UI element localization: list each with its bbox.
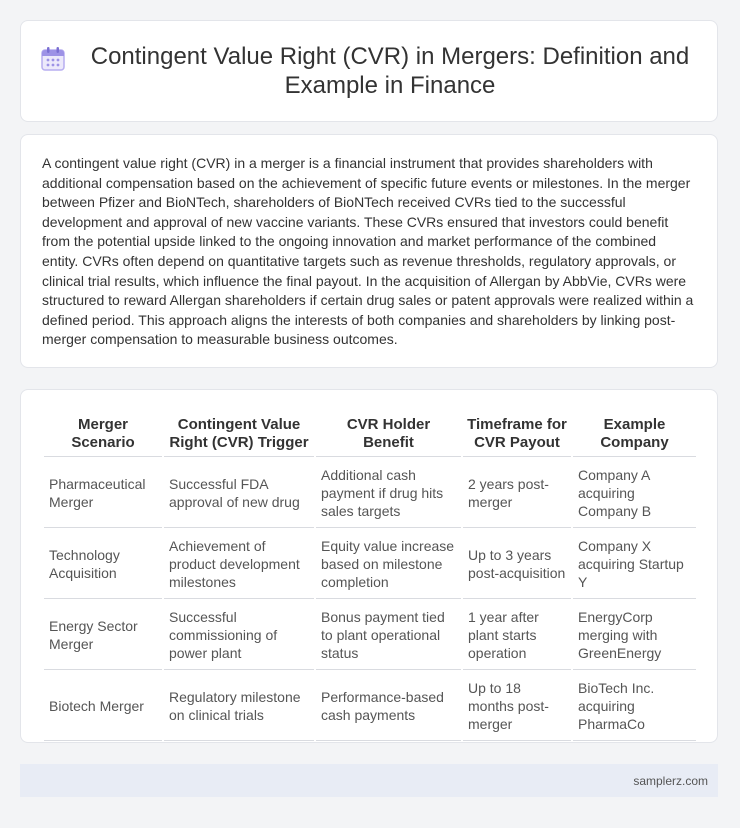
- column-header-example: Example Company: [573, 412, 696, 457]
- table-cell: Additional cash payment if drug hits sales targets: [316, 459, 461, 528]
- table-cell: Bonus payment tied to plant operational status: [316, 601, 461, 670]
- intro-card: [20, 134, 718, 368]
- table-cell: Up to 3 years post-acquisition: [463, 530, 571, 599]
- table-cell: Technology Acquisition: [44, 530, 162, 599]
- title-wrap: [39, 42, 699, 100]
- table-cell: Achievement of product development milestones: [164, 530, 314, 599]
- table-row: [44, 672, 696, 741]
- table-cell: Pharmaceutical Merger: [44, 459, 162, 528]
- table-cell: Up to 18 months post-merger: [463, 672, 571, 741]
- footer: [20, 764, 718, 797]
- table-cell: Performance-based cash payments: [316, 672, 461, 741]
- column-header-timeframe: Timeframe for CVR Payout: [463, 412, 571, 457]
- intro-paragraph: A contingent value right (CVR) in a merger is a financial instrument that provides shareholders with additional compensation based on the achievement of specific future events or milestones. In the merger between Pfizer and BioNTech, shareholders of BioNTech received CVRs tied to the successful development and approval of new vaccine variants. These CVRs ensured that investors could benefit from the potential upside linked to the ongoing innovation and market performance of the combined entity. CVRs often depend on quantitative targets such as revenue thresholds, regulatory approvals, or clinical trial results, which influence the final payout. In the acquisition of Allergan by AbbVie, CVRs were structured to reward Allergan shareholders if certain drug sales or patent approvals were realized within a defined period. This approach aligns the interests of both companies and shareholders by linking post-merger compensation to measurable business outcomes.: [42, 155, 694, 348]
- cvr-table: [42, 410, 698, 743]
- table-cell: BioTech Inc. acquiring PharmaCo: [573, 672, 696, 741]
- table-header-row: [44, 412, 696, 457]
- table-cell: EnergyCorp merging with GreenEnergy: [573, 601, 696, 670]
- table-card: [20, 389, 718, 743]
- table-row: [44, 601, 696, 670]
- title-card: [20, 20, 718, 122]
- table-row: [44, 459, 696, 528]
- table-cell: Successful commissioning of power plant: [164, 601, 314, 670]
- calendar-icon: [39, 45, 67, 73]
- footer-site-link[interactable]: samplerz.com: [633, 773, 708, 788]
- table-cell: Successful FDA approval of new drug: [164, 459, 314, 528]
- table-cell: Company A acquiring Company B: [573, 459, 696, 528]
- table-cell: 1 year after plant starts operation: [463, 601, 571, 670]
- table-row: [44, 530, 696, 599]
- table-cell: 2 years post-merger: [463, 459, 571, 528]
- column-header-scenario: Merger Scenario: [44, 412, 162, 457]
- table-cell: Energy Sector Merger: [44, 601, 162, 670]
- table-cell: Company X acquiring Startup Y: [573, 530, 696, 599]
- page-title: Contingent Value Right (CVR) in Mergers: Definition and Example in Finance: [90, 43, 690, 99]
- column-header-benefit: CVR Holder Benefit: [316, 412, 461, 457]
- column-header-trigger: Contingent Value Right (CVR) Trigger: [164, 412, 314, 457]
- table-cell: Biotech Merger: [44, 672, 162, 741]
- table-cell: Regulatory milestone on clinical trials: [164, 672, 314, 741]
- table-cell: Equity value increase based on milestone completion: [316, 530, 461, 599]
